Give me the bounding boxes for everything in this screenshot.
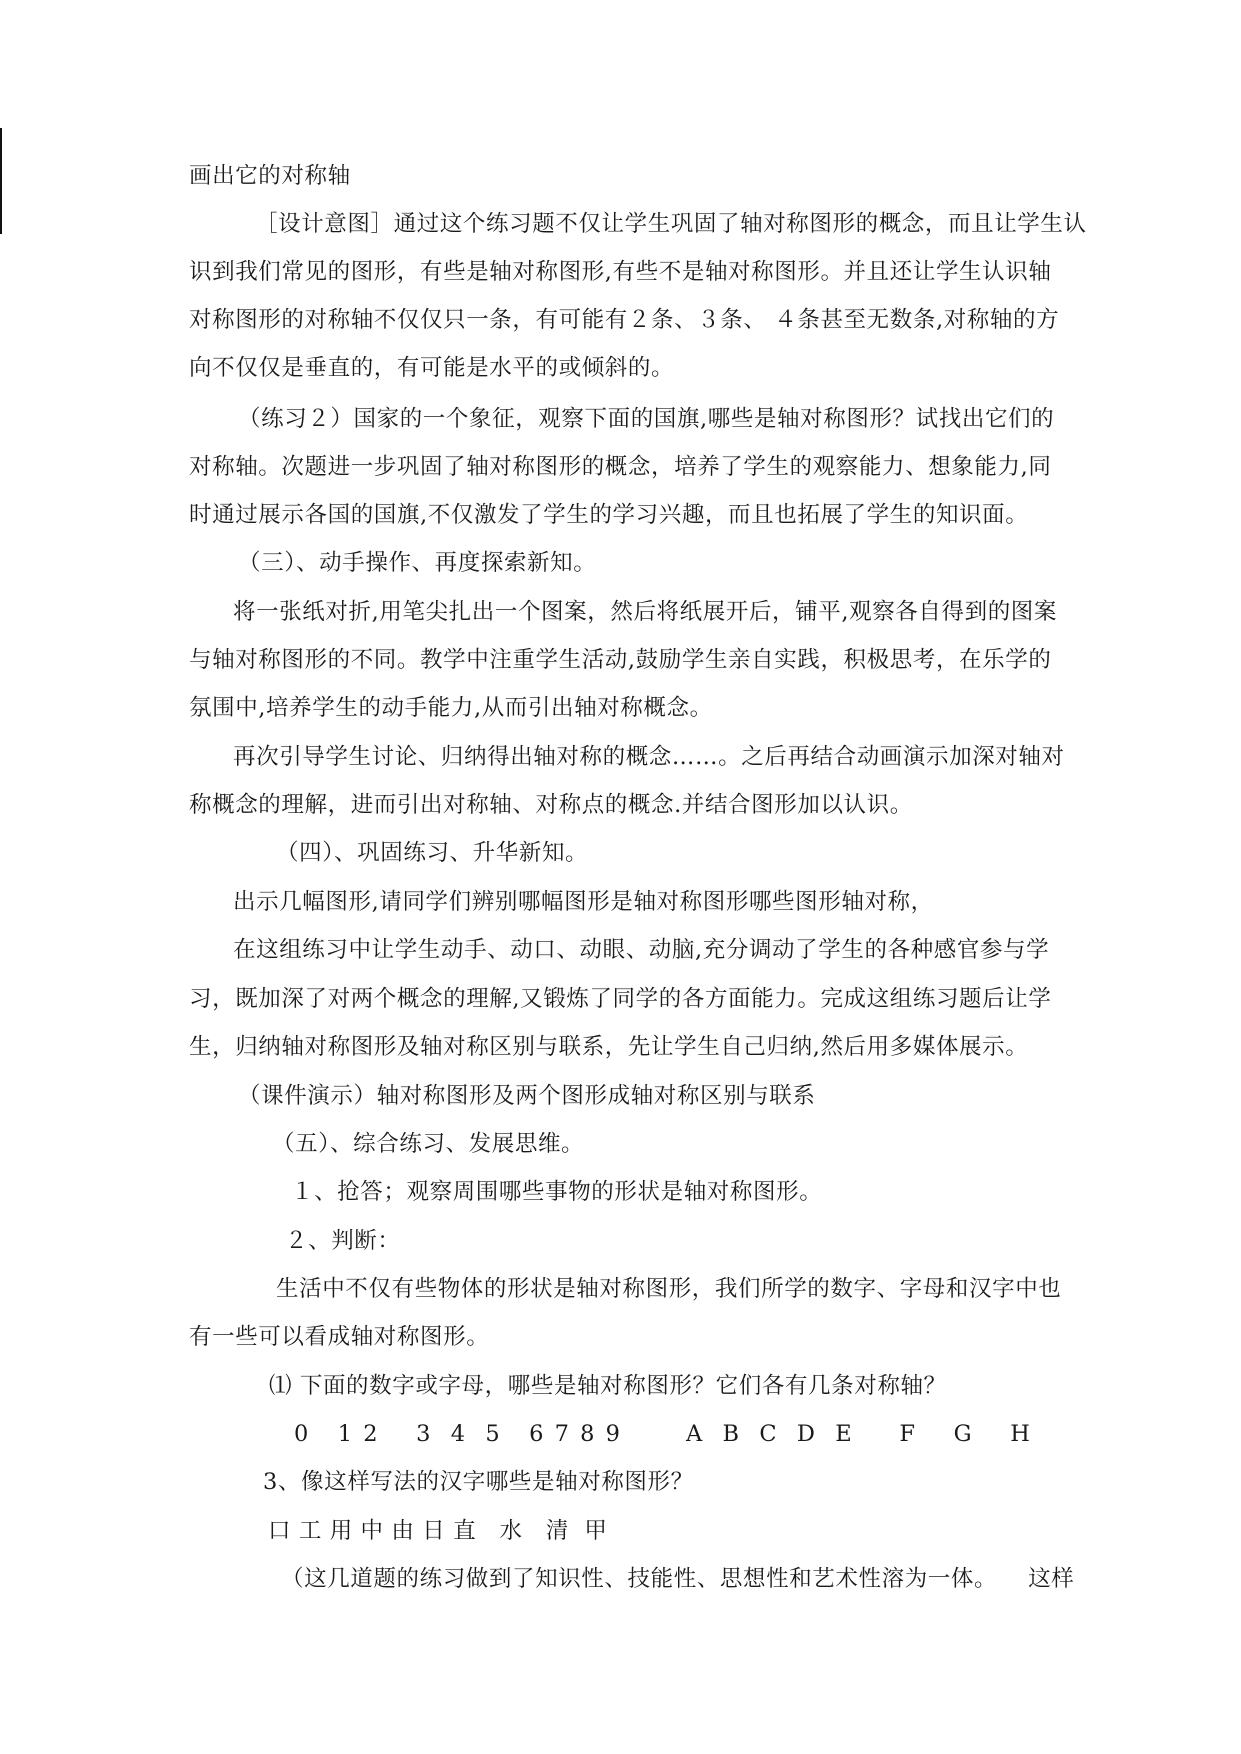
text-line: 识到我们常见的图形，有些是轴对称图形,有些不是轴对称图形。并且还让学生认识轴 [189,259,1052,285]
text-line: 出示几幅图形,请同学们辨别哪幅图形是轴对称图形哪些图形轴对称， [233,889,934,915]
text-line: （练习２）国家的一个象征，观察下面的国旗,哪些是轴对称图形？试找出它们的 [238,406,1055,432]
text-line: 3、像这样写法的汉字哪些是轴对称图形？ [263,1469,694,1495]
text-line: 向不仅仅是垂直的，有可能是水平的或倾斜的。 [189,355,675,381]
text-line: 在这组练习中让学生动手、动口、动眼、动脑,充分调动了学生的各种感官参与学 [233,937,1050,963]
text-line: 氛围中,培养学生的动手能力,从而引出轴对称概念。 [189,695,713,721]
text-line: （课件演示）轴对称图形及两个图形成轴对称区别与联系 [238,1083,816,1109]
text-line: 画出它的对称轴 [189,163,351,189]
text-line: （这几道题的练习做到了知识性、技能性、思想性和艺术性溶为一体。 这样 [281,1566,1075,1592]
text-line: ２、判断： [285,1228,401,1254]
section-heading: （五）、综合练习、发展思维。 [272,1131,585,1157]
text-line: 对称轴。次题进一步巩固了轴对称图形的概念，培养了学生的观察能力、想象能力,同 [189,454,1052,480]
margin-rule [0,128,2,234]
section-heading: （四）、巩固练习、升华新知。 [276,840,589,866]
digits-letters-line: 0 1 2 3 4 5 6 7 8 9 A B C D E F G H [294,1421,1032,1447]
text-line: ⑴ 下面的数字或字母，哪些是轴对称图形？它们各有几条对称轴？ [269,1373,947,1399]
text-line: 生活中不仅有些物体的形状是轴对称图形，我们所学的数字、字母和汉字中也 [276,1276,1062,1302]
text-line: 生，归纳轴对称图形及轴对称区别与联系，先让学生自己归纳,然后用多媒体展示。 [189,1034,1029,1060]
text-line: 再次引导学生讨论、归纳得出轴对称的概念……。之后再结合动画演示加深对轴对 [233,744,1065,770]
text-line: ［设计意图］通过这个练习题不仅让学生巩固了轴对称图形的概念，而且让学生认 [255,211,1087,237]
text-line: 有一些可以看成轴对称图形。 [189,1324,490,1350]
hanzi-line: 口 工 用 中 由 日 直 水 清 甲 [268,1518,608,1544]
text-line: １、抢答；观察周围哪些事物的形状是轴对称图形。 [291,1179,823,1205]
text-line: 称概念的理解，进而引出对称轴、对称点的概念.并结合图形加以认识。 [189,792,913,818]
text-line: 与轴对称图形的不同。教学中注重学生活动,鼓励学生亲自实践，积极思考，在乐学的 [189,647,1052,673]
text-line: 时通过展示各国的国旗,不仅激发了学生的学习兴趣，而且也拓展了学生的知识面。 [189,502,1029,528]
text-line: 将一张纸对折,用笔尖扎出一个图案，然后将纸展开后，铺平,观察各自得到的图案 [233,599,1058,625]
section-heading: （三）、动手操作、再度探索新知。 [238,550,597,576]
text-line: 对称图形的对称轴不仅仅只一条，有可能有２条、３条、 ４条甚至无数条,对称轴的方 [189,307,1060,333]
text-line: 习，既加深了对两个概念的理解,又锻炼了同学的各方面能力。完成这组练习题后让学 [189,986,1052,1012]
